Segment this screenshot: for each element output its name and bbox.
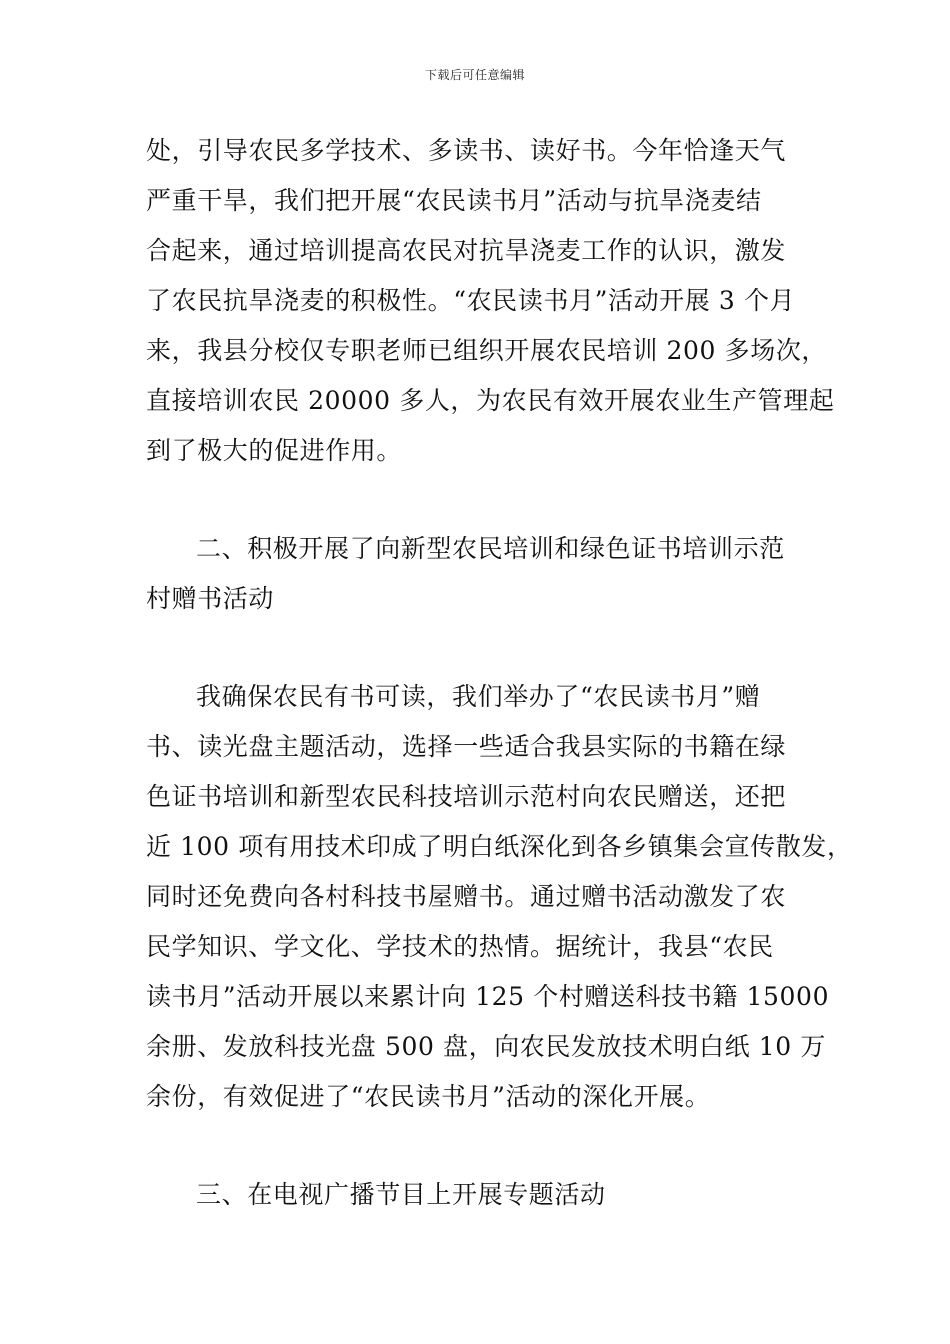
- text-line: 书、读光盘主题活动，选择一些适合我县实际的书籍在绿: [146, 732, 787, 761]
- heading-line: 二、积极开展了向新型农民培训和绿色证书培训示范: [196, 534, 785, 563]
- text-line: 合起来，通过培训提高农民对抗旱浇麦工作的认识，激发: [146, 236, 787, 265]
- text-line: 到了极大的促进作用。: [146, 436, 403, 465]
- text-line: 了农民抗旱浇麦的积极性。“农民读书月”活动开展 3 个月: [146, 286, 796, 315]
- page-header: 下载后可任意编辑: [424, 68, 525, 82]
- text-line: 余册、发放科技光盘 500 盘，向农民发放技术明白纸 10 万: [146, 1032, 826, 1061]
- text-line: 我确保农民有书可读，我们举办了“农民读书月”赠: [196, 682, 761, 711]
- text-line: 直接培训农民 20000 多人，为农民有效开展农业生产管理起: [146, 386, 835, 415]
- text-line: 近 100 项有用技术印成了明白纸深化到各乡镇集会宣传散发，: [146, 832, 853, 861]
- heading-line: 村赠书活动: [146, 584, 275, 613]
- text-line: 色证书培训和新型农民科技培训示范村向农民赠送，还把: [146, 782, 787, 811]
- text-line: 严重干旱，我们把开展“农民读书月”活动与抗旱浇麦结: [146, 186, 762, 215]
- heading-line: 三、在电视广播节目上开展专题活动: [196, 1180, 606, 1209]
- text-line: 同时还免费向各村科技书屋赠书。通过赠书活动激发了农: [146, 882, 787, 911]
- text-line: 民学知识、学文化、学技术的热情。据统计，我县“农民: [146, 932, 774, 961]
- text-line: 来，我县分校仅专职老师已组织开展农民培训 200 多场次，: [146, 336, 828, 365]
- text-line: 读书月”活动开展以来累计向 125 个村赠送科技书籍 15000: [146, 982, 830, 1011]
- text-line: 处，引导农民多学技术、多读书、读好书。今年恰逢天气: [146, 136, 787, 165]
- text-line: 余份，有效促进了“农民读书月”活动的深化开展。: [146, 1082, 711, 1111]
